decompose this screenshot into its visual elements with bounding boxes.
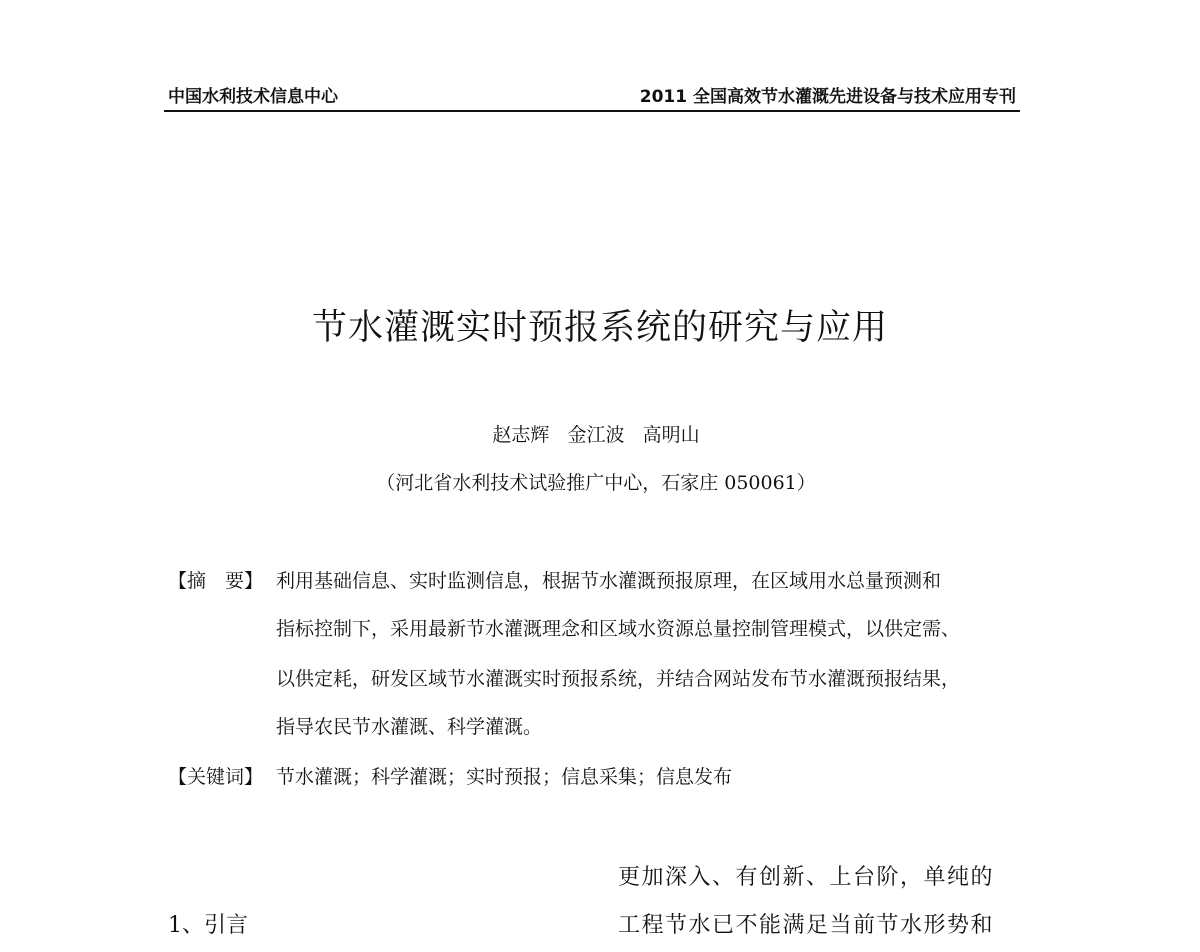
abstract-line-3: 以供定耗，研发区域节水灌溉实时预报系统，并结合网站发布节水灌溉预报结果， xyxy=(276,668,961,690)
section-heading-introduction: 1、引言 xyxy=(168,913,248,938)
keywords-text: 节水灌溉；科学灌溉；实时预报；信息采集；信息发布 xyxy=(276,766,733,788)
header-divider xyxy=(164,110,1020,112)
keywords-label: 【关键词】 xyxy=(168,766,264,788)
abstract-line-1: 利用基础信息、实时监测信息，根据节水灌溉预报原理，在区域用水总量预测和 xyxy=(276,570,942,592)
body-text-line-1: 更加深入、有创新、上台阶，单纯的 xyxy=(618,865,995,890)
running-header-right: 2011 全国高效节水灌溉先进设备与技术应用专刊 xyxy=(639,87,1016,107)
paper-title: 节水灌溉实时预报系统的研究与应用 xyxy=(311,308,888,348)
running-header-left: 中国水利技术信息中心 xyxy=(168,87,338,107)
body-text-line-2: 工程节水已不能满足当前节水形势和 xyxy=(618,913,995,938)
author-affiliation: （河北省水利技术试验推广中心，石家庄 050061） xyxy=(376,472,816,494)
abstract-line-4: 指导农民节水灌溉、科学灌溉。 xyxy=(276,716,543,738)
abstract-label: 【摘 要】 xyxy=(168,570,264,592)
abstract-line-2: 指标控制下，采用最新节水灌溉理念和区域水资源总量控制管理模式，以供定需、 xyxy=(276,618,961,640)
author-list: 赵志辉 金江波 高明山 xyxy=(492,424,700,446)
